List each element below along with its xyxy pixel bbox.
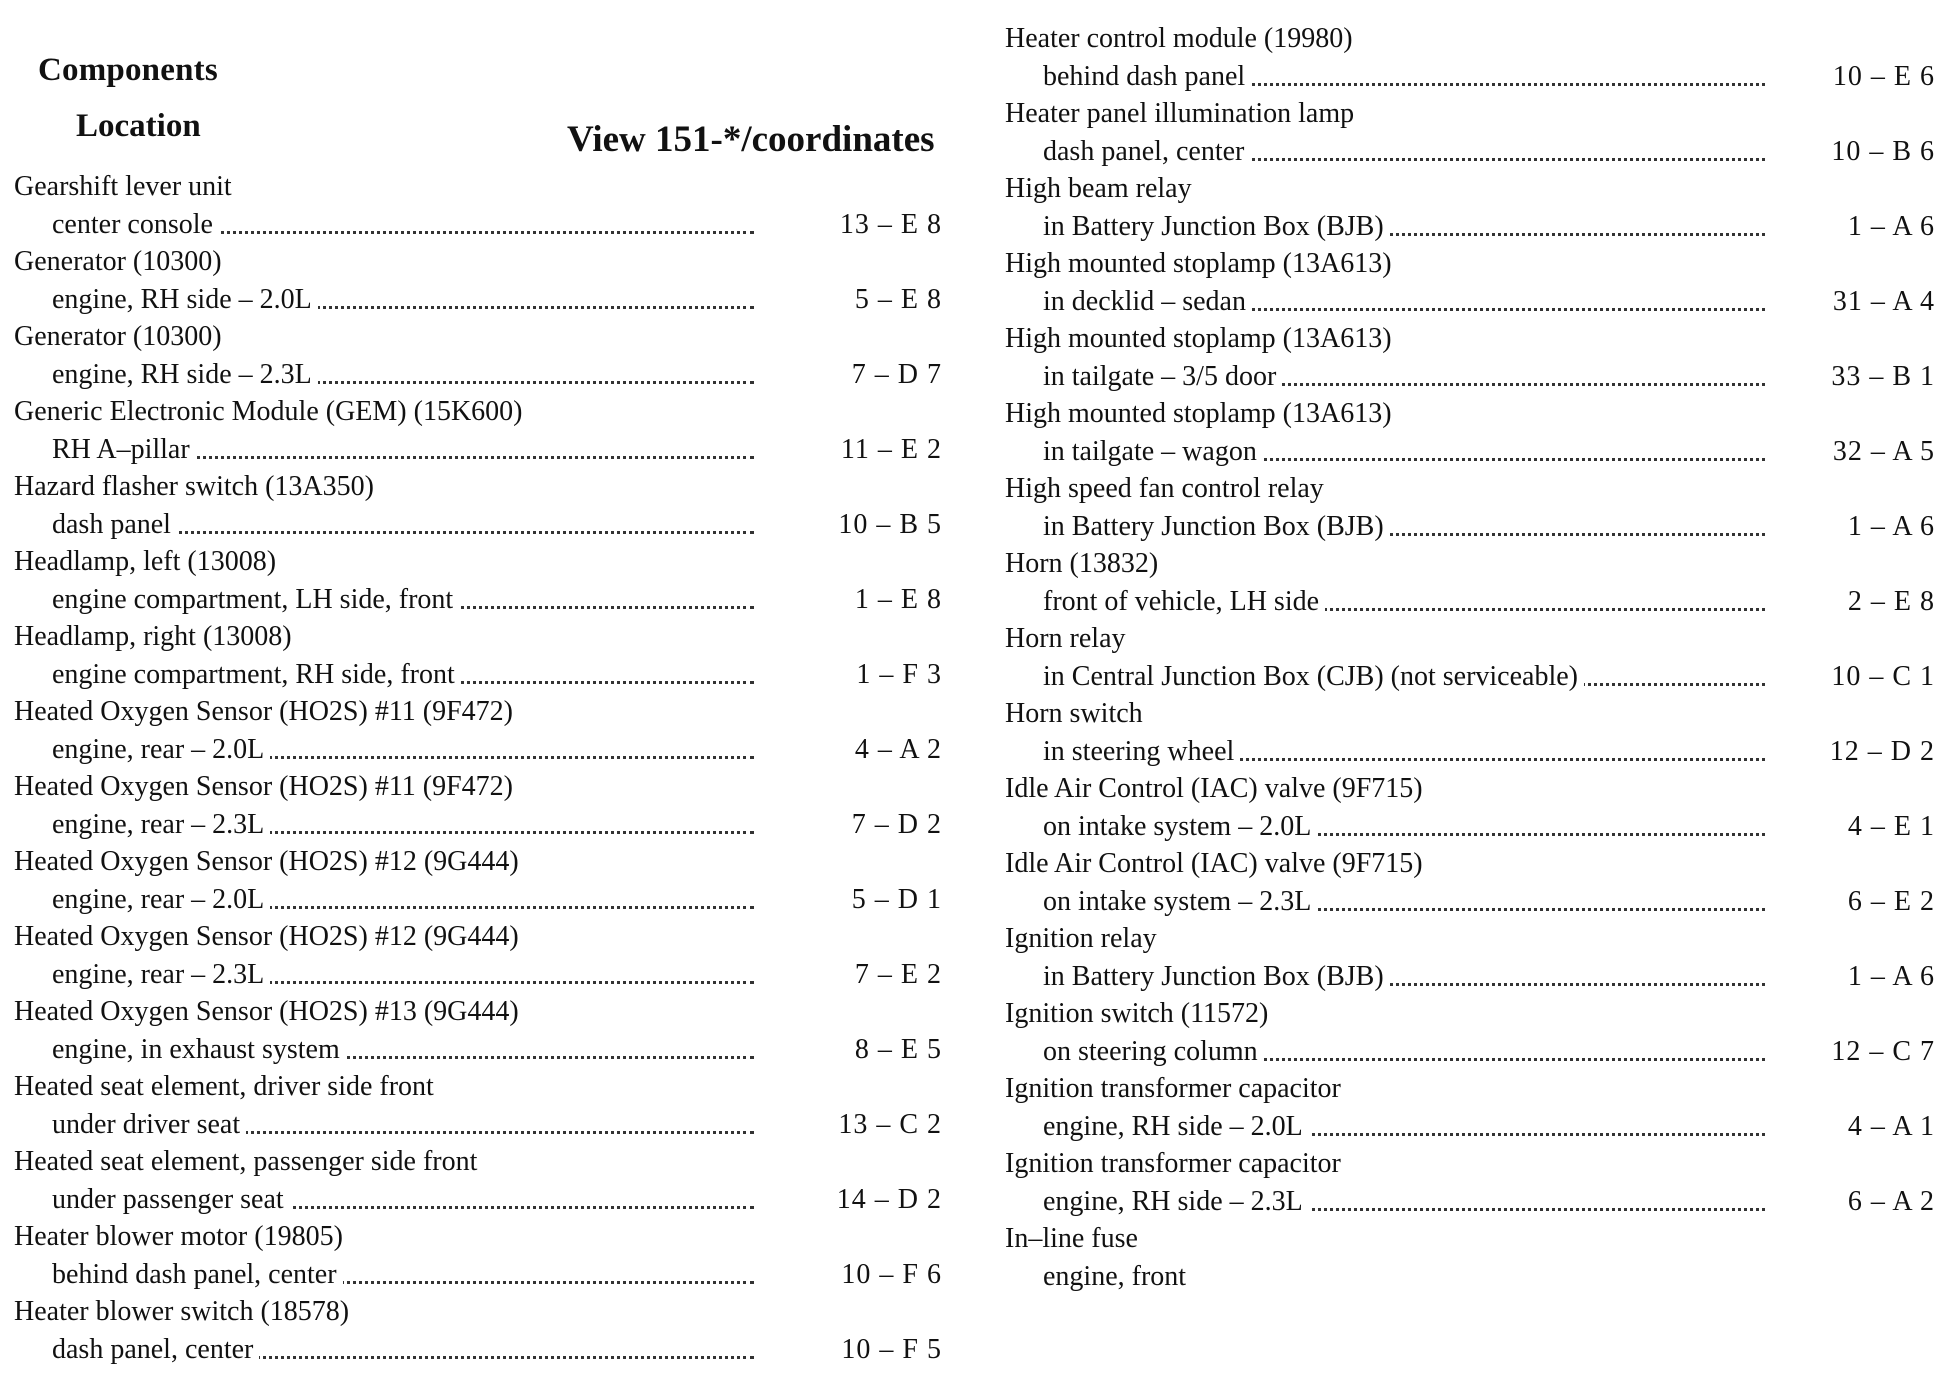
view-coordinate: 32 – A 5 [1832, 435, 1935, 467]
view-coordinate: 6 – A 2 [1847, 1185, 1935, 1217]
location-text [1043, 958, 1765, 996]
component-name: Heated Oxygen Sensor (HO2S) #12 (9G444) [14, 921, 519, 952]
component-entry [14, 618, 944, 693]
location-row [1005, 1033, 1935, 1071]
location-row [1005, 883, 1935, 921]
view-coordinate: 7 – D 2 [851, 808, 942, 840]
component-entry [1005, 320, 1935, 395]
component-entry [14, 168, 944, 243]
location-row [1005, 508, 1935, 546]
location-text [1043, 658, 1765, 696]
location-text [52, 956, 754, 994]
location-label: under passenger seat [52, 1184, 290, 1215]
component-entry [1005, 695, 1935, 770]
component-entry [1005, 245, 1935, 320]
location-label: engine, front [1043, 1261, 1192, 1292]
component-list-left [14, 168, 944, 1368]
location-label: under driver seat [52, 1109, 246, 1140]
location-label: engine, RH side – 2.0L [52, 284, 318, 315]
location-row [14, 1031, 944, 1069]
location-label: in Battery Junction Box (BJB) [1043, 211, 1390, 242]
component-name: High mounted stoplamp (13A613) [1005, 248, 1392, 279]
component-name: High beam relay [1005, 173, 1192, 204]
location-row [1005, 808, 1935, 846]
view-coordinate: 1 – A 6 [1847, 960, 1935, 992]
location-text [52, 1256, 754, 1294]
component-entry [14, 243, 944, 318]
component-name: Ignition relay [1005, 923, 1157, 954]
location-row [1005, 358, 1935, 396]
location-text [1043, 358, 1765, 396]
view-coordinate: 5 – D 1 [851, 883, 942, 915]
component-name: High speed fan control relay [1005, 473, 1324, 504]
component-name: Hazard flasher switch (13A350) [14, 471, 374, 502]
location-text [52, 881, 754, 919]
location-label: in steering wheel [1043, 736, 1240, 767]
location-label: engine, rear – 2.0L [52, 884, 270, 915]
view-coordinate: 6 – E 2 [1847, 885, 1935, 917]
component-name: Heater blower switch (18578) [14, 1296, 350, 1327]
component-name: Heater panel illumination lamp [1005, 98, 1355, 129]
component-name: Headlamp, right (13008) [14, 621, 292, 652]
component-name: Horn relay [1005, 623, 1126, 654]
component-entry [1005, 395, 1935, 470]
component-entry [14, 1293, 944, 1368]
location-row [14, 581, 944, 619]
view-coordinate: 13 – E 8 [839, 208, 942, 240]
component-entry [1005, 620, 1935, 695]
component-entry [1005, 170, 1935, 245]
view-coordinate: 31 – A 4 [1832, 285, 1935, 317]
view-coordinate: 12 – D 2 [1829, 735, 1935, 767]
component-name: Generator (10300) [14, 321, 222, 352]
location-row [1005, 583, 1935, 621]
location-row [1005, 283, 1935, 321]
view-coordinate: 1 – A 6 [1847, 210, 1935, 242]
location-label: in tailgate – wagon [1043, 436, 1263, 467]
view-coordinates-heading: View 151-*/coordinates [567, 119, 935, 160]
view-coordinate: 11 – E 2 [840, 433, 942, 465]
view-coordinate: 33 – B 1 [1831, 360, 1935, 392]
location-label: engine, rear – 2.3L [52, 959, 270, 990]
location-label: engine compartment, LH side, front [52, 584, 459, 615]
location-row [14, 281, 944, 319]
view-coordinate: 10 – B 6 [1831, 135, 1935, 167]
component-name: Headlamp, left (13008) [14, 546, 277, 577]
component-name: Idle Air Control (IAC) valve (9F715) [1005, 848, 1423, 879]
location-row [14, 206, 944, 244]
location-label: engine, RH side – 2.3L [1043, 1186, 1309, 1217]
location-row [14, 956, 944, 994]
location-row [14, 1256, 944, 1294]
location-text [1043, 883, 1765, 921]
component-entry [1005, 545, 1935, 620]
view-coordinate: 1 – E 8 [854, 583, 942, 615]
component-name: Heated Oxygen Sensor (HO2S) #11 (9F472) [14, 696, 513, 727]
location-text [1043, 433, 1765, 471]
location-row [14, 1331, 944, 1369]
location-text [52, 806, 754, 844]
location-label: engine, rear – 2.3L [52, 809, 270, 840]
location-text [52, 206, 754, 244]
location-row [1005, 433, 1935, 471]
view-coordinate: 10 – F 6 [841, 1258, 942, 1290]
component-name: Horn switch [1005, 698, 1143, 729]
location-text [1043, 1108, 1765, 1146]
location-label: in tailgate – 3/5 door [1043, 361, 1282, 392]
component-name: Heater control module (19980) [1005, 23, 1353, 54]
location-text [52, 1031, 754, 1069]
location-row [14, 1181, 944, 1219]
location-text [1043, 1258, 1765, 1296]
components-heading: Components [38, 52, 218, 88]
view-coordinate: 12 – C 7 [1831, 1035, 1935, 1067]
component-entry [1005, 920, 1935, 995]
location-text [1043, 208, 1765, 246]
location-label: dash panel, center [1043, 136, 1250, 167]
location-row [1005, 1183, 1935, 1221]
location-text [52, 1331, 754, 1369]
location-text [1043, 283, 1765, 321]
view-coordinate: 5 – E 8 [854, 283, 942, 315]
location-row [1005, 133, 1935, 171]
component-entry [14, 918, 944, 993]
component-entry [14, 843, 944, 918]
component-name: Ignition transformer capacitor [1005, 1073, 1341, 1104]
location-row [14, 656, 944, 694]
location-row [14, 1106, 944, 1144]
location-label: in Battery Junction Box (BJB) [1043, 961, 1390, 992]
location-text [52, 431, 754, 469]
component-entry [1005, 770, 1935, 845]
location-row [1005, 58, 1935, 96]
view-coordinate: 4 – E 1 [1847, 810, 1935, 842]
location-text [1043, 808, 1765, 846]
component-name: Heater blower motor (19805) [14, 1221, 343, 1252]
location-text [52, 1106, 754, 1144]
location-text [52, 731, 754, 769]
location-row [14, 431, 944, 469]
component-entry [14, 768, 944, 843]
location-text [1043, 508, 1765, 546]
component-name: Gearshift lever unit [14, 171, 232, 202]
component-entry [1005, 995, 1935, 1070]
view-coordinate: 4 – A 1 [1847, 1110, 1935, 1142]
component-name: Heated Oxygen Sensor (HO2S) #13 (9G444) [14, 996, 519, 1027]
component-entry [14, 1218, 944, 1293]
location-label: in Central Junction Box (CJB) (not serviceable) [1043, 661, 1584, 692]
view-coordinate: 7 – D 7 [851, 358, 942, 390]
component-name: Horn (13832) [1005, 548, 1159, 579]
component-entry [14, 468, 944, 543]
component-entry [14, 1143, 944, 1218]
location-label: on intake system – 2.0L [1043, 811, 1317, 842]
view-coordinate: 10 – C 1 [1831, 660, 1935, 692]
component-entry [14, 543, 944, 618]
location-text [52, 1181, 754, 1219]
view-coordinate: 13 – C 2 [838, 1108, 942, 1140]
view-coordinate: 10 – F 5 [841, 1333, 942, 1365]
component-name: Ignition switch (11572) [1005, 998, 1269, 1029]
view-coordinate: 1 – A 6 [1847, 510, 1935, 542]
location-text [52, 281, 754, 319]
component-entry [14, 993, 944, 1068]
location-label: in Battery Junction Box (BJB) [1043, 511, 1390, 542]
location-row [1005, 1108, 1935, 1146]
location-label: RH A–pillar [52, 434, 196, 465]
location-text [52, 356, 754, 394]
location-label: front of vehicle, LH side [1043, 586, 1325, 617]
location-label: engine, rear – 2.0L [52, 734, 270, 765]
component-name: Heated Oxygen Sensor (HO2S) #11 (9F472) [14, 771, 513, 802]
location-text [1043, 1183, 1765, 1221]
component-name: Generator (10300) [14, 246, 222, 277]
location-heading: Location [76, 108, 201, 144]
location-text [52, 581, 754, 619]
location-label: engine, RH side – 2.0L [1043, 1111, 1309, 1142]
location-row [14, 731, 944, 769]
location-label: engine, RH side – 2.3L [52, 359, 318, 390]
location-label: engine compartment, RH side, front [52, 659, 461, 690]
location-label: dash panel, center [52, 1334, 259, 1365]
view-coordinate: 2 – E 8 [1847, 585, 1935, 617]
component-name: Heated seat element, passenger side front [14, 1146, 478, 1177]
location-row [14, 506, 944, 544]
view-coordinate: 10 – B 5 [838, 508, 942, 540]
location-row [14, 356, 944, 394]
component-name: Ignition transformer capacitor [1005, 1148, 1341, 1179]
component-name: High mounted stoplamp (13A613) [1005, 323, 1392, 354]
component-entry [1005, 470, 1935, 545]
view-coordinate: 7 – E 2 [854, 958, 942, 990]
location-row [1005, 733, 1935, 771]
view-coordinate: 14 – D 2 [836, 1183, 942, 1215]
location-text [1043, 583, 1765, 621]
location-label: center console [52, 209, 219, 240]
location-label: on steering column [1043, 1036, 1264, 1067]
location-label: in decklid – sedan [1043, 286, 1252, 317]
component-entry [1005, 20, 1935, 95]
component-entry [1005, 1220, 1935, 1295]
view-coordinate: 10 – E 6 [1832, 60, 1935, 92]
location-label: behind dash panel [1043, 61, 1251, 92]
view-coordinate: 8 – E 5 [854, 1033, 942, 1065]
component-name: Heated seat element, driver side front [14, 1071, 434, 1102]
component-name: Heated Oxygen Sensor (HO2S) #12 (9G444) [14, 846, 519, 877]
location-row [14, 881, 944, 919]
location-row [14, 806, 944, 844]
location-text [1043, 1033, 1765, 1071]
component-name: Generic Electronic Module (GEM) (15K600) [14, 396, 523, 427]
location-row [1005, 1258, 1935, 1296]
view-coordinate: 1 – F 3 [856, 658, 942, 690]
component-entry [14, 1068, 944, 1143]
view-coordinate: 4 – A 2 [854, 733, 942, 765]
location-text [1043, 58, 1765, 96]
component-entry [1005, 845, 1935, 920]
component-list-right [1005, 20, 1935, 1295]
location-label: on intake system – 2.3L [1043, 886, 1317, 917]
location-text [52, 656, 754, 694]
location-label: engine, in exhaust system [52, 1034, 346, 1065]
component-entry [1005, 95, 1935, 170]
component-entry [1005, 1070, 1935, 1145]
location-text [1043, 733, 1765, 771]
location-text [52, 506, 754, 544]
component-name: High mounted stoplamp (13A613) [1005, 398, 1392, 429]
location-label: behind dash panel, center [52, 1259, 343, 1290]
component-name: In–line fuse [1005, 1223, 1138, 1254]
location-row [1005, 208, 1935, 246]
component-entry [14, 693, 944, 768]
location-text [1043, 133, 1765, 171]
component-entry [14, 393, 944, 468]
location-row [1005, 658, 1935, 696]
location-row [1005, 958, 1935, 996]
location-label: dash panel [52, 509, 177, 540]
component-entry [1005, 1145, 1935, 1220]
component-name: Idle Air Control (IAC) valve (9F715) [1005, 773, 1423, 804]
component-entry [14, 318, 944, 393]
